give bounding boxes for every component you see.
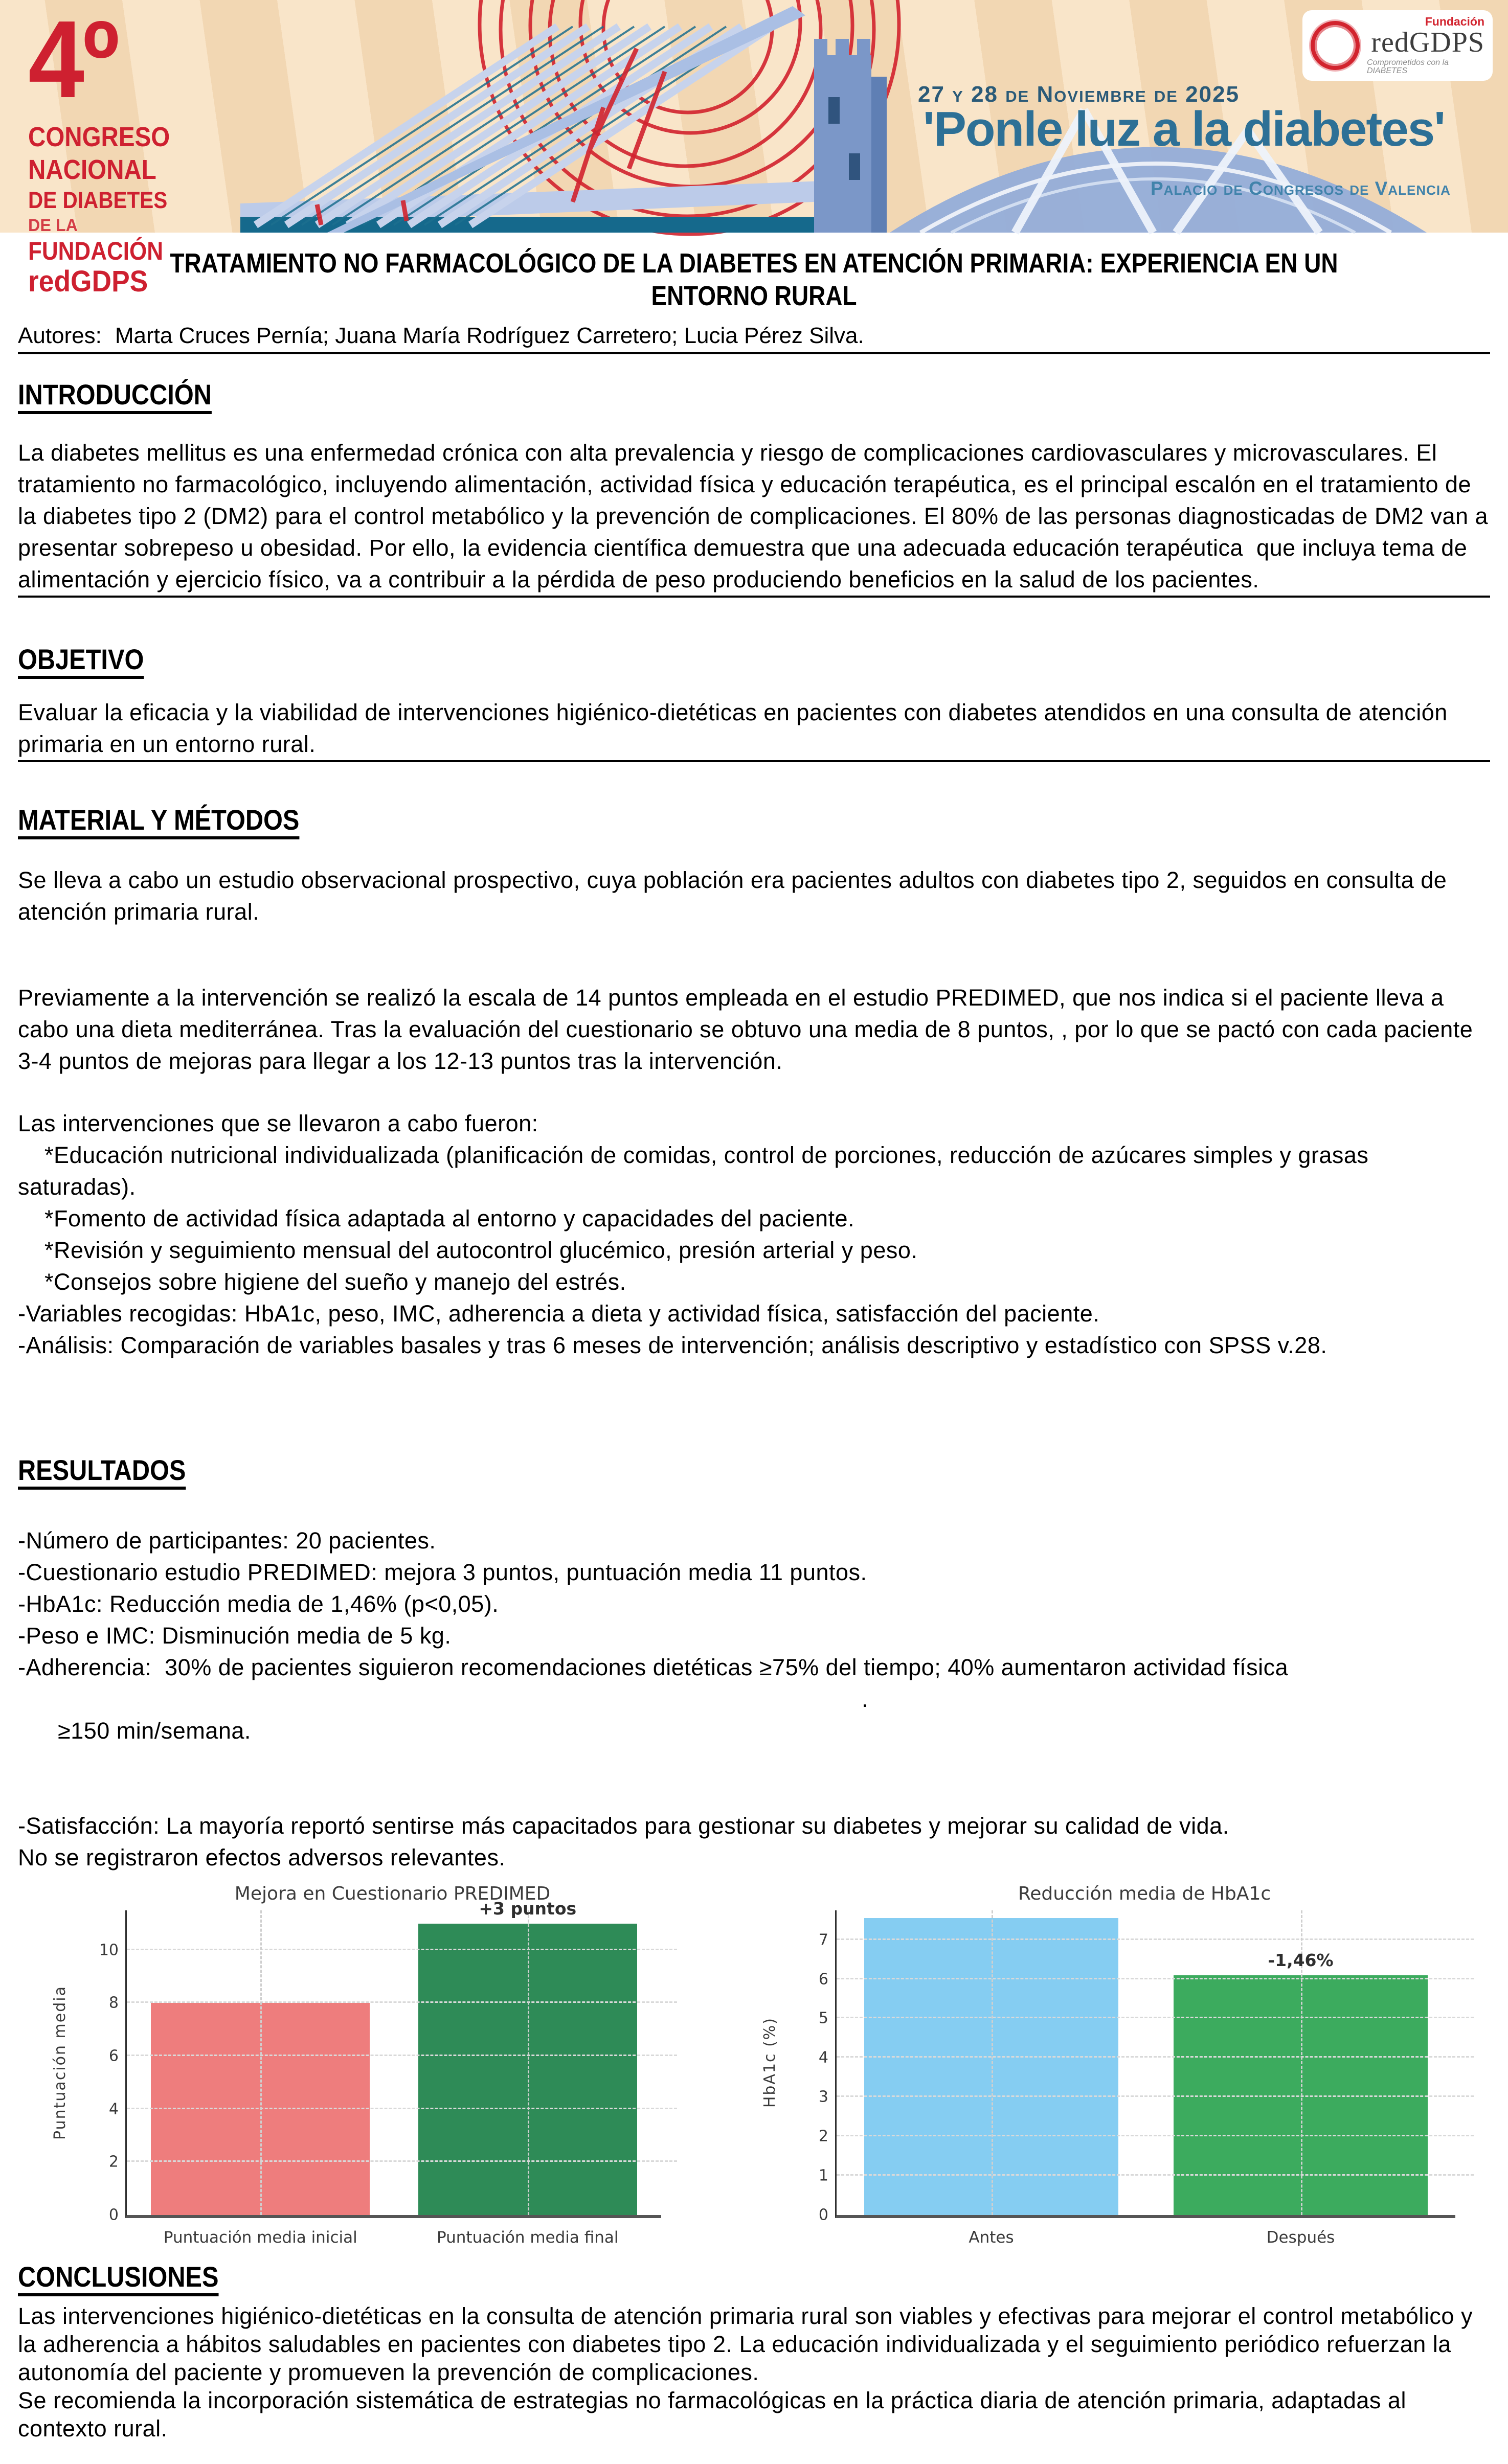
- vertical-gridline: [260, 1910, 262, 2215]
- y-tick-label: 3: [818, 2088, 828, 2106]
- y-axis-label: Puntuación media: [51, 1986, 69, 2140]
- y-tick-label: 6: [108, 2047, 119, 2065]
- bar-annotation: +3 puntos: [479, 1898, 577, 1919]
- authors-label: Autores:: [18, 323, 102, 348]
- section-heading-introduccion: INTRODUCCIÓN: [18, 378, 212, 410]
- gridline: [837, 1978, 1474, 1979]
- authors-line: [18, 320, 1490, 352]
- vertical-gridline: [992, 1910, 993, 2215]
- gridline: [837, 2056, 1474, 2058]
- y-tick-label: 4: [818, 2048, 828, 2067]
- metodos-variables: -Variables recogidas: HbA1c, peso, IMC, adherencia a dieta y actividad física, satisfacción del paciente.: [18, 1301, 1100, 1327]
- congress-line-nacional: NACIONAL: [28, 154, 156, 185]
- y-tick-label: 7: [818, 1931, 828, 1949]
- metodos-analisis: -Análisis: Comparación de variables basales y tras 6 meses de intervención; análisis descriptivo y estadístico con SPSS v.28.: [18, 1332, 1327, 1358]
- logo-fundacion-label: Fundación: [1425, 14, 1484, 28]
- gridline: [837, 2174, 1474, 2176]
- castle-shape: [814, 39, 887, 233]
- result-item: -Adherencia: 30% de pacientes siguieron recomendaciones dietéticas ≥75% del tiempo; 40% aumentaron actividad física: [18, 1654, 1289, 1680]
- poster-title: [18, 247, 1490, 312]
- poster-title-line2: ENTORNO RURAL: [651, 281, 857, 311]
- y-axis-label: HbA1c (%): [761, 2017, 779, 2108]
- conclusiones-paragraph-1: Las intervenciones higiénico-dietéticas en la consulta de atención primaria rural son viables y efectivas para mejorar el control metabólico y la adherencia a hábitos saludables en pacientes con diabetes tipo 2. La educación individualizada y el seguimiento periódico refuerzan la autonomía del paciente y promueven la prevención de complicaciones.: [18, 2303, 1479, 2385]
- section-heading-conclusiones: CONCLUSIONES: [18, 2261, 219, 2293]
- stray-period: .: [862, 1686, 869, 1712]
- gridline: [127, 1949, 677, 1950]
- x-tick-label: Puntuación media final: [436, 2228, 619, 2247]
- y-tick-label: 0: [108, 2206, 119, 2224]
- vertical-gridline: [528, 1910, 529, 2215]
- x-tick-label: Después: [1266, 2228, 1335, 2247]
- introduccion-paragraph: La diabetes mellitus es una enfermedad crónica con alta prevalencia y riesgo de complicaciones cardiovasculares y microvasculares. El tratamiento no farmacológico, incluyendo alimentación, actividad física y educación terapéutica, es el principal escalón en el tratamiento de la diabetes tipo 2 (DM2) para el control metabólico y la prevención de complicaciones. El 80% de las personas diagnosticadas de DM2 van a presentar sobrepeso u obesidad. Por ello, la evidencia científica demuestra que una adecuada educación terapéutica que incluya tema de alimentación y ejercicio físico, va a contribuir a la pérdida de peso produciendo beneficios en la salud de los pacientes.: [18, 440, 1495, 592]
- y-tick-label: 6: [818, 1970, 828, 1989]
- conclusiones-block: [18, 2302, 1490, 2443]
- result-item: -HbA1c: Reducción media de 1,46% (p<0,05).: [18, 1591, 499, 1617]
- gridline: [837, 2135, 1474, 2136]
- redgdps-ring-icon: [1306, 16, 1364, 75]
- section-heading-objetivo: OBJETIVO: [18, 643, 144, 675]
- metodos-paragraph-1: Se lleva a cabo un estudio observacional prospectivo, cuya población era pacientes adultos con diabetes tipo 2, seguidos en consulta de atención primaria rural.: [18, 867, 1454, 925]
- section-heading-material-metodos: MATERIAL Y MÉTODOS: [18, 804, 300, 836]
- logo-tagline: Comprometidos con la DIABETES: [1367, 58, 1449, 76]
- result-item-text: ≥150 min/semana.: [58, 1718, 251, 1744]
- congress-line-de-la: DE LA: [28, 216, 78, 235]
- intervention-item: *Consejos sobre higiene del sueño y manejo del estrés.: [18, 1269, 626, 1295]
- y-tick-label: 0: [818, 2206, 828, 2224]
- logo-redgdps-wordmark: redGDPS: [1371, 26, 1484, 58]
- result-item: -Número de participantes: 20 pacientes.: [18, 1527, 436, 1554]
- congress-line-de-diabetes: DE DIABETES: [28, 187, 168, 213]
- intervention-item: *Revisión y seguimiento mensual del autocontrol glucémico, presión arterial y peso.: [18, 1237, 918, 1263]
- y-tick-label: 1: [818, 2166, 828, 2185]
- congress-edition: 4º: [28, 0, 118, 121]
- gridline: [127, 2160, 677, 2162]
- gridline: [127, 2108, 677, 2109]
- congress-line-fundacion: FUNDACIÓN: [28, 237, 163, 265]
- conclusiones-paragraph-2: Se recomienda la incorporación sistemática de estrategias no farmacológicas en la práctica diaria de atención primaria, adaptadas al contexto rural.: [18, 2387, 1413, 2442]
- chart-hba1c: [758, 1883, 1455, 2247]
- poster-title-line1: TRATAMIENTO NO FARMACOLÓGICO DE LA DIABETES EN ATENCIÓN PRIMARIA: EXPERIENCIA EN UN: [170, 248, 1338, 279]
- congress-line-congreso: CONGRESO: [28, 122, 170, 152]
- intervention-item: *Fomento de actividad física adaptada al entorno y capacidades del paciente.: [18, 1205, 855, 1231]
- result-item: -Peso e IMC: Disminución media de 5 kg.: [18, 1623, 452, 1649]
- bar-annotation: -1,46%: [1268, 1950, 1334, 1970]
- chart-title: Mejora en Cuestionario PREDIMED: [234, 1883, 551, 1904]
- congress-line-redgdps: redGDPS: [28, 265, 148, 298]
- intervention-item: *Educación nutricional individualizada (planificación de comidas, control de porciones, reducción de azúcares simples y grasas saturadas).: [18, 1142, 1376, 1200]
- gridline: [837, 1938, 1474, 1940]
- y-tick-label: 5: [818, 2009, 828, 2027]
- resultados-list: [18, 1525, 1490, 1874]
- x-tick-label: Puntuación media inicial: [163, 2228, 357, 2247]
- y-tick-label: 4: [108, 2100, 119, 2118]
- section-heading-resultados: RESULTADOS: [18, 1454, 186, 1486]
- objetivo-paragraph: Evaluar la eficacia y la viabilidad de intervenciones higiénico-dietéticas en pacientes con diabetes atendidos en una consulta de atención primaria en un entorno rural.: [18, 699, 1454, 757]
- poster-content: [0, 247, 1508, 2443]
- result-item: -Cuestionario estudio PREDIMED: mejora 3 puntos, puntuación media 11 puntos.: [18, 1559, 867, 1585]
- congress-slogan: 'Ponle luz a la diabetes': [923, 102, 1445, 156]
- authors-names: Marta Cruces Pernía; Juana María Rodríguez Carretero; Lucia Pérez Silva.: [115, 323, 864, 348]
- congress-venue: Palacio de Congresos de Valencia: [1151, 178, 1451, 199]
- gridline: [127, 2001, 677, 2003]
- y-tick-label: 2: [108, 2153, 119, 2171]
- congress-date: 27 y 28 de Noviembre de 2025: [918, 82, 1240, 107]
- intervention-list-intro: Las intervenciones que se llevaron a cabo fueron:: [18, 1110, 538, 1136]
- plot-area: [761, 1910, 1455, 2247]
- chart-predimed: [49, 1883, 661, 2247]
- result-item: [18, 1683, 1490, 1810]
- result-item: -Satisfacción: La mayoría reportó sentirse más capacitados para gestionar su diabetes y mejorar su calidad de vida.: [18, 1813, 1229, 1839]
- result-item: No se registraron efectos adversos relevantes.: [18, 1844, 506, 1870]
- plot-area: [51, 1898, 661, 2247]
- metodos-paragraph-2: Previamente a la intervención se realizó la escala de 14 puntos empleada en el estudio PREDIMED, que nos indica si el paciente lleva a cabo una dieta mediterránea. Tras la evaluación del cuestionario se obtuvo una media de 8 puntos, , por lo que se pactó con cada paciente 3-4 puntos de mejoras para llegar a los 12-13 puntos tras la intervención.: [18, 985, 1480, 1074]
- gridline: [127, 2055, 677, 2056]
- metodos-intervention-list: [18, 1108, 1490, 1361]
- y-tick-label: 2: [818, 2127, 828, 2146]
- gridline: [837, 2095, 1474, 2097]
- congress-brand: [28, 0, 189, 298]
- redgdps-logo: [1302, 10, 1493, 81]
- gridline: [837, 2017, 1474, 2018]
- y-tick-label: 10: [99, 1941, 119, 1959]
- results-charts: [49, 1883, 1490, 2259]
- y-tick-label: 8: [108, 1994, 119, 2012]
- chart-title: Reducción media de HbA1c: [1018, 1883, 1271, 1904]
- x-tick-label: Antes: [969, 2228, 1014, 2247]
